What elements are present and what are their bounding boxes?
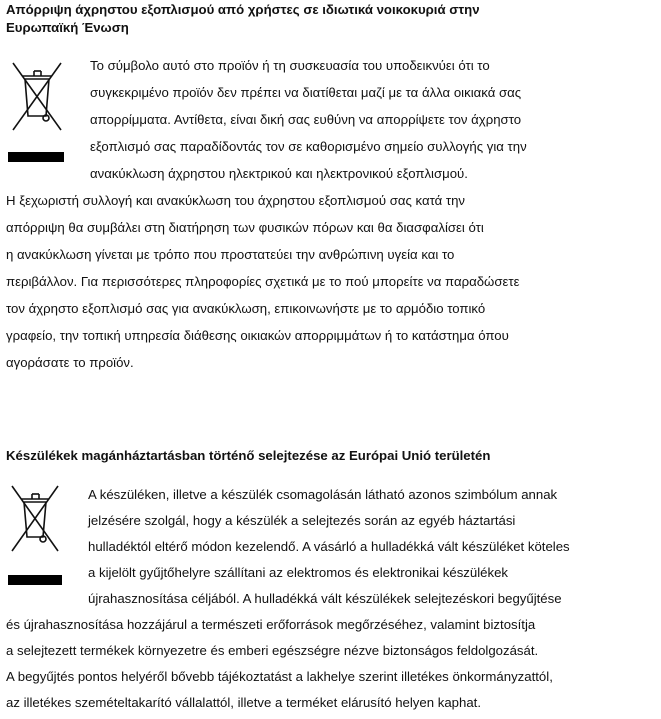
- hungarian-indented-line-3: hulladéktól eltérő módon kezelendő. A vásárló a hulladékká vált készüléket köteles: [88, 539, 570, 554]
- hungarian-body-line-2: a selejtezett termékek környezetre és emberi egészségre nézve biztonságos feldolgozását.: [6, 643, 539, 658]
- greek-indented-line-3: απορρίμματα. Αντίθετα, είναι δική σας ευθύνη να απορρίψετε τον άχρηστο: [90, 112, 522, 127]
- greek-body-line-2: απόρριψη θα συμβάλει στη διατήρηση των φυσικών πόρων και θα διασφαλίσει ότι: [6, 220, 484, 235]
- greek-body-line-1: Η ξεχωριστή συλλογή και ανακύκλωση του άχρηστου εξοπλισμού σας κατά την: [6, 193, 466, 208]
- greek-indented-line-5: ανακύκλωση άχρηστου ηλεκτρικού και ηλεκτρονικού εξοπλισμού.: [90, 166, 468, 181]
- greek-title-line-1: Απόρριψη άχρηστου εξοπλισμού από χρήστες σε ιδιωτικά νοικοκυριά στην: [6, 2, 480, 17]
- weee-underline-bar: [8, 575, 62, 585]
- greek-indented-line-1: Το σύμβολο αυτό στο προϊόν ή τη συσκευασία του υποδεικνύει ότι το: [90, 58, 490, 73]
- greek-body-line-5: τον άχρηστο εξοπλισμό σας για ανακύκλωση, επικοινωνήστε με το αρμόδιο τοπικό: [6, 301, 486, 316]
- greek-indented-line-4: εξοπλισμό σας παραδίδοντάς τον σε καθορισμένο σημείο συλλογής για την: [90, 139, 527, 154]
- hungarian-body-line-3: A begyűjtés pontos helyéről bővebb tájékoztatást a lakhelye szerint illetékes önkormányzattól,: [6, 669, 553, 684]
- greek-body-line-3: η ανακύκλωση γίνεται με τρόπο που προστατεύει την ανθρώπινη υγεία και το: [6, 247, 455, 262]
- greek-body-line-4: περιβάλλον. Για περισσότερες πληροφορίες σχετικά με το πού μπορείτε να παραδώσετε: [6, 274, 520, 289]
- hungarian-indented-line-2: jelzésére szolgál, hogy a készülék a selejtezés során az egyéb háztartási: [88, 513, 516, 528]
- greek-body-line-7: αγοράσατε το προϊόν.: [6, 355, 134, 370]
- greek-indented-line-2: συγκεκριμένο προϊόν δεν πρέπει να διατίθεται μαζί με τα άλλα οικιακά σας: [90, 85, 522, 100]
- hungarian-body-line-4: az illetékes szemételtakarító vállalattól, illetve a terméket elárusító helyen kaphat.: [6, 695, 481, 710]
- hungarian-indented-line-5: újrahasznosítása céljából. A hulladékká vált készülékek selejtezéskori begyűjtése: [88, 591, 562, 606]
- greek-body-line-6: γραφείο, την τοπική υπηρεσία διάθεσης οικιακών απορριμμάτων ή το κατάστημα όπου: [6, 328, 509, 343]
- hungarian-body-line-1: és újrahasznosítása hozzájárul a természeti erőforrások megőrzéséhez, valamint biztosítja: [6, 617, 536, 632]
- hungarian-indented-line-1: A készüléken, illetve a készülék csomagolásán látható azonos szimbólum annak: [88, 487, 558, 502]
- hungarian-indented-line-4: a kijelölt gyűjtőhelyre szállítani az elektromos és elektronikai készülékek: [88, 565, 508, 580]
- crossed-out-wheelie-bin-icon: [8, 481, 62, 557]
- greek-title-line-2: Ευρωπαϊκή Ένωση: [6, 20, 129, 35]
- hungarian-title: Készülékek magánháztartásban történő selejtezése az Európai Unió területén: [6, 448, 491, 463]
- weee-underline-bar: [8, 152, 64, 162]
- crossed-out-wheelie-bin-icon: [8, 58, 66, 136]
